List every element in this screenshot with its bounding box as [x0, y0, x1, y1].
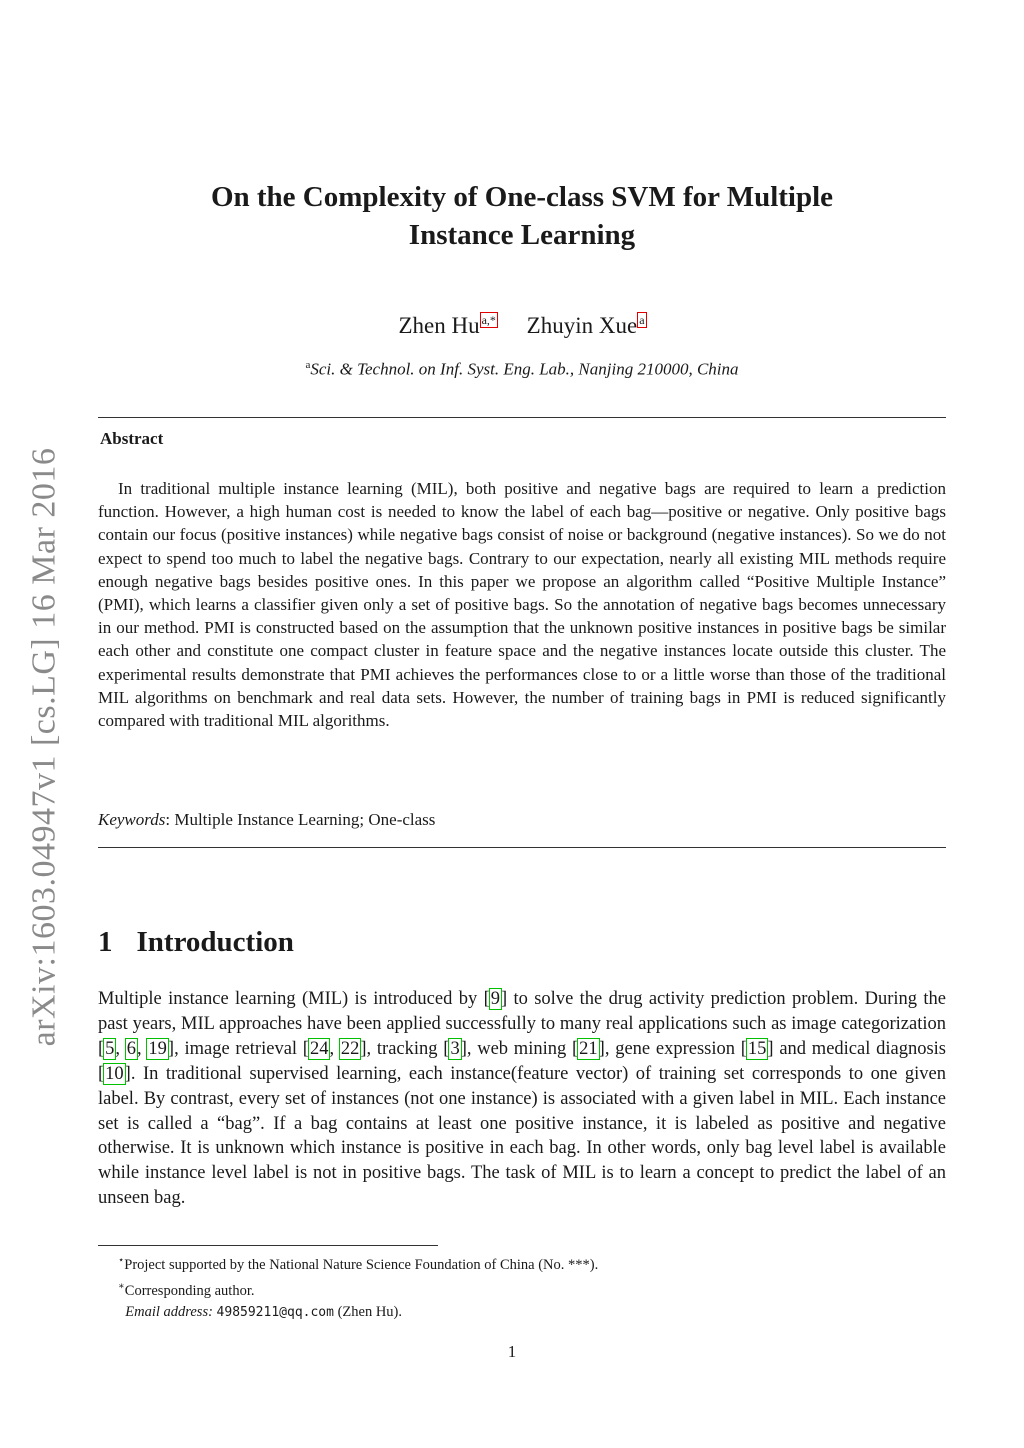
abstract-top-rule [98, 417, 946, 418]
email-address[interactable]: 49859211@qq.com [216, 1304, 334, 1320]
footnote-funding [118, 1250, 598, 1276]
intro-text: and medical diagnosis [773, 1038, 946, 1059]
citation-link[interactable]: 10 [105, 1063, 124, 1084]
author-1 [398, 313, 496, 338]
introduction-paragraph: Multiple instance learning (MIL) is introduced by [9] to solve the drug activity prediction problem. During the past years, MIL approaches have been applied successfully to many real applications such as image categorization [5, 6, 19], image retrieval [24, 22], tracking [3], web mining [21], gene expression [15] and medical diagnosis [10]. In traditional supervised learning, each instance(feature vector) of training set corresponds to one given label. By contrast, every set of instances (not one instance) is associated with a given label in MIL. Each instance set is called a “bag”. If a bag contains at least one positive instance, it is labeled as positive and negative otherwise. It is unknown which instance is positive in each bag. In other words, only bag level label is available while instance level label is not in positive bags. The task of MIL is to learn a concept to predict the label of an unseen bag. [98, 989, 946, 1209]
footnote-corresponding [118, 1276, 598, 1302]
section-number: 1 [98, 926, 113, 958]
intro-text: , tracking [366, 1038, 444, 1059]
arxiv-identifier: arXiv:1603.04947v1 [cs.LG] 16 Mar 2016 [25, 447, 63, 1047]
keywords-text: : Multiple Instance Learning; One-class [165, 810, 436, 829]
footnote-text: Project supported by the National Nature Science Foundation of China (No. ***). [124, 1256, 599, 1273]
keywords [98, 810, 435, 830]
intro-text: , web mining [466, 1038, 572, 1059]
footnote-email [118, 1302, 598, 1323]
intro-text: Multiple instance learning (MIL) is introduced by [98, 989, 484, 1009]
footnotes [118, 1250, 598, 1323]
citation-link[interactable]: 6 [126, 1038, 137, 1059]
intro-text: , image retrieval [174, 1038, 303, 1059]
keywords-label: Keywords [98, 810, 166, 829]
abstract-heading: Abstract [100, 429, 164, 448]
citation-link[interactable]: 9 [490, 989, 500, 1009]
author-1-name: Zhen Hu [398, 313, 480, 338]
page-number: 1 [507, 1342, 517, 1361]
citation-link[interactable]: 24 [309, 1038, 329, 1059]
citation-link[interactable]: 19 [148, 1038, 167, 1059]
arxiv-side-stamp [4, 447, 84, 1047]
author-2 [527, 313, 646, 338]
footnote-rule [98, 1245, 438, 1246]
abstract-text: In traditional multiple instance learning (MIL), both positive and negative bags are required to learn a prediction function. However, a high human cost is needed to know the label of each bag—positive or negative. Only positive bags contain our focus (positive instances) while negative bags consist of noise or background (negative instances). So we do not expect to spend too much to label the negative bags. Contrary to our expectation, nearly all existing MIL methods require enough negative bags besides positive ones. In this paper we propose an algorithm called “Positive Multiple Instance” (PMI), which learns a classifier given only a set of positive bags. So the annotation of negative bags becomes unnecessary in our method. PMI is constructed based on the assumption that the unknown positive instances in positive bags be similar each other and constitute one compact cluster in feature space and the negative instances locate outside this cluster. The experimental results demonstrate that PMI achieves the performances close to or a little worse than those of the traditional MIL algorithms on benchmark and real data sets. However, the number of training bags in PMI is reduced significantly compared with traditional MIL algorithms. [98, 479, 946, 731]
email-label: Email address: [125, 1303, 213, 1320]
email-owner: (Zhen Hu). [337, 1303, 402, 1320]
section-title: Introduction [136, 926, 294, 958]
affiliation [98, 359, 946, 380]
footnote-text: Corresponding author. [124, 1282, 255, 1299]
citation-link[interactable]: 21 [579, 1038, 598, 1059]
footnote-mark: ⋆ [118, 1255, 125, 1266]
author-2-name: Zhuyin Xue [526, 313, 638, 338]
section-heading-introduction [98, 926, 294, 959]
intro-text: , gene expression [604, 1038, 741, 1059]
author-2-affiliation-link[interactable]: a [639, 313, 645, 328]
citation-link[interactable]: 3 [450, 1038, 460, 1059]
title-line-1: On the Complexity of One-class SVM for Multiple [210, 181, 834, 213]
affiliation-text: Sci. & Technol. on Inf. Syst. Eng. Lab., Nanjing 210000, China [310, 359, 739, 379]
affiliation-mark: a [305, 359, 311, 371]
author-1-affiliation-link[interactable]: a,* [481, 313, 496, 328]
footnote-mark: ∗ [118, 1280, 125, 1292]
intro-text: . In traditional supervised learning, each instance(feature vector) of training set corresponds to one given label. By contrast, every set of instances (not one instance) is associated with a given label in MIL. Each instance set is called a “bag”. If a bag contains at least one positive instance, it is labeled as positive and negative otherwise. It is unknown which instance is positive in each bag. In other words, only bag level label is available while instance level label is not in positive bags. The task of MIL is to learn a concept to predict the label of an unseen bag. [98, 1063, 946, 1209]
title-line-2: Instance Learning [408, 219, 636, 251]
intro-text: to solve the drug activity prediction problem. During the past years, MIL approaches have been applied successfully to many real applications such as image categorization [98, 989, 946, 1034]
citation-link[interactable]: 22 [340, 1038, 360, 1059]
abstract-bottom-rule [98, 847, 946, 848]
citation-link[interactable]: 5 [105, 1038, 115, 1059]
paper-title [98, 178, 946, 254]
citation-link[interactable]: 15 [747, 1038, 767, 1059]
author-list [98, 313, 946, 339]
